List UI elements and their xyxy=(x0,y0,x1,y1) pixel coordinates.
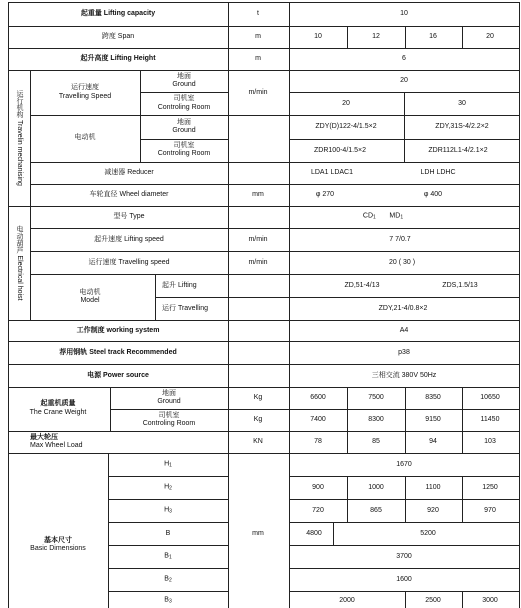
grid-line xyxy=(462,476,463,522)
lifting-speed-value: 7 7/0.7 xyxy=(389,236,411,243)
grid-line xyxy=(30,206,31,320)
motor-label: 电动机 xyxy=(74,134,96,141)
grid-line xyxy=(289,476,519,477)
motor-ground-value: ZDY(D)122-4/1.5×2 xyxy=(315,123,377,130)
steel-track-label: 荐用钢轨 Steel track Recommended xyxy=(59,349,177,356)
wheel-diameter-unit: mm xyxy=(252,191,264,198)
grid-line xyxy=(519,2,520,608)
ground-label-cn: 地面 xyxy=(177,73,191,80)
grid-line xyxy=(347,476,348,522)
dimension-h3-value: 920 xyxy=(427,507,439,514)
grid-line xyxy=(30,70,31,206)
grid-line xyxy=(404,92,405,115)
span-value: 12 xyxy=(372,33,380,40)
grid-line xyxy=(8,431,519,432)
wheel-load-label-cn: 最大轮压 xyxy=(30,434,58,441)
grid-line xyxy=(30,274,519,275)
grid-line xyxy=(462,591,463,608)
dimension-b1-label: $B_1$ xyxy=(164,552,172,561)
lifting-capacity-unit: t xyxy=(257,10,259,17)
grid-line xyxy=(8,387,519,388)
ground-label-en: Ground xyxy=(172,127,196,134)
dimension-b-value: 5200 xyxy=(420,530,436,537)
dimension-h3-label: $H_3$ xyxy=(164,506,172,515)
dimension-b2-value: 1600 xyxy=(396,576,412,583)
wheel-diameter-value: φ 270 xyxy=(315,191,335,198)
grid-line xyxy=(405,387,406,453)
grid-line xyxy=(333,522,334,545)
room-label-en: Controling Room xyxy=(157,104,211,111)
grid-line xyxy=(289,591,519,592)
power-source-label: 电源 Power source xyxy=(87,372,149,379)
travelling-speed-unit: m/min xyxy=(248,89,268,96)
hoist-travelling-speed-unit: m/min xyxy=(248,259,268,266)
grid-line xyxy=(289,2,290,608)
grid-line xyxy=(8,26,519,27)
lifting-speed-unit: m/min xyxy=(248,236,268,243)
ground-label-cn: 地面 xyxy=(162,390,176,397)
lifting-capacity-value: 10 xyxy=(400,10,408,17)
crane-weight-unit: Kg xyxy=(253,394,263,401)
grid-line xyxy=(110,409,519,410)
grid-line xyxy=(108,499,228,500)
lifting-height-value: 6 xyxy=(402,55,406,62)
wheel-load-label-en: Max Wheel Load xyxy=(30,442,83,449)
dimension-h1-value: 1670 xyxy=(396,461,412,468)
grid-line xyxy=(30,251,519,252)
travelling-speed-label-en: Travelling Speed xyxy=(58,93,112,100)
crane-weight-label-en: The Crane Weight xyxy=(29,409,87,416)
grid-line xyxy=(140,92,228,93)
crane-weight-ground-value: 6600 xyxy=(310,394,326,401)
dimension-h2-label: $H_2$ xyxy=(164,483,172,492)
motor-ground-value: ZDY,31S-4/2.2×2 xyxy=(435,123,489,130)
grid-line xyxy=(462,387,463,453)
grid-line xyxy=(289,568,519,569)
power-source-value: 三相交流 380V 50Hz xyxy=(371,372,437,379)
reducer-value: LDA1 LDAC1 xyxy=(310,169,354,176)
grid-line xyxy=(289,499,519,500)
wheel-load-unit: KN xyxy=(253,438,263,445)
grid-line xyxy=(108,545,228,546)
reducer-label: 减速器 Reducer xyxy=(104,169,154,176)
reducer-value: LDH LDHC xyxy=(420,169,456,176)
ground-label-en: Ground xyxy=(157,398,181,405)
crane-weight-room-value: 8300 xyxy=(368,416,384,423)
travelling-speed-label-cn: 运行速度 xyxy=(71,84,99,91)
dimension-b1-value: 3700 xyxy=(396,553,412,560)
grid-line xyxy=(30,115,519,116)
grid-line xyxy=(405,26,406,48)
hoist-lifting-label: 起升 Lifting xyxy=(162,282,197,289)
hoist-travelling-speed-label: 运行速度 Travelling speed xyxy=(88,259,170,266)
grid-line xyxy=(108,476,228,477)
travelling-speed-room-value: 20 xyxy=(342,100,350,107)
span-value: 10 xyxy=(314,33,322,40)
dimension-h3-value: 720 xyxy=(312,507,324,514)
crane-weight-unit: Kg xyxy=(253,416,263,423)
dimensions-label-cn: 基本尺寸 xyxy=(44,537,72,544)
crane-weight-label-cn: 起重机质量 xyxy=(40,400,76,407)
grid-line xyxy=(289,522,519,523)
dimension-h3-value: 865 xyxy=(370,507,382,514)
wheel-diameter-value: φ 400 xyxy=(423,191,443,198)
grid-line xyxy=(30,184,519,185)
grid-line xyxy=(8,70,519,71)
ground-label-cn: 地面 xyxy=(177,119,191,126)
electrical-hoist-group-label: 电动葫芦 Electrical hoist xyxy=(16,225,23,301)
grid-line xyxy=(108,453,109,608)
dimension-b3-label: $B_3$ xyxy=(164,596,172,605)
dimensions-unit: mm xyxy=(252,530,264,537)
room-label-en: Controling Room xyxy=(157,150,211,157)
grid-line xyxy=(289,545,519,546)
grid-line xyxy=(8,320,519,321)
grid-line xyxy=(155,274,156,320)
wheel-load-value: 78 xyxy=(314,438,322,445)
travelling-speed-room-value: 30 xyxy=(458,100,466,107)
grid-line xyxy=(8,2,9,608)
room-label-cn: 司机室 xyxy=(173,95,195,102)
grid-line xyxy=(347,26,348,48)
steel-track-value: p38 xyxy=(398,349,410,356)
ground-label-en: Ground xyxy=(172,81,196,88)
grid-line xyxy=(108,591,228,592)
grid-line xyxy=(8,341,519,342)
dimension-b-value: 4800 xyxy=(306,530,322,537)
grid-line xyxy=(8,364,519,365)
hoist-lifting-value: ZD,51-4/13 xyxy=(344,282,380,289)
crane-weight-ground-value: 7500 xyxy=(368,394,384,401)
dimension-b3-value: 3000 xyxy=(482,597,498,604)
dimension-h2-value: 1100 xyxy=(425,484,441,491)
hoist-travelling-speed-value: 20 ( 30 ) xyxy=(388,259,416,266)
dimensions-label-en: Basic Dimensions xyxy=(30,545,86,552)
motor-room-value: ZDR112L1-4/2.1×2 xyxy=(428,147,488,154)
type-label: 型号 Type xyxy=(113,213,145,220)
grid-line xyxy=(228,2,229,608)
working-system-value: A4 xyxy=(399,327,409,334)
crane-weight-room-value: 9150 xyxy=(425,416,441,423)
crane-weight-ground-value: 10650 xyxy=(480,394,500,401)
crane-weight-room-value: 11450 xyxy=(480,416,500,423)
dimension-h2-value: 900 xyxy=(312,484,324,491)
hoist-motor-label-cn: 电动机 xyxy=(79,289,101,296)
working-system-label: 工作制度 working system xyxy=(76,327,160,334)
span-value: 16 xyxy=(429,33,437,40)
dimension-h3-value: 970 xyxy=(484,507,496,514)
travel-mechanism-group-label: 运行机构 Travelin mechanising xyxy=(16,90,23,186)
dimension-b3-value: 2000 xyxy=(339,597,355,604)
lifting-height-label: 起升高度 Lifting Height xyxy=(80,55,156,62)
crane-weight-room-value: 7400 xyxy=(310,416,326,423)
lifting-capacity-label: 起重量 Lifting capacity xyxy=(80,10,156,17)
grid-line xyxy=(404,115,405,162)
lifting-height-unit: m xyxy=(255,55,261,62)
grid-line xyxy=(108,522,228,523)
travelling-speed-ground-value: 20 xyxy=(400,77,408,84)
grid-line xyxy=(405,591,406,608)
dimension-b2-label: $B_2$ xyxy=(164,575,172,584)
wheel-load-value: 103 xyxy=(484,438,496,445)
hoist-lifting-value: ZDS,1.5/13 xyxy=(442,282,478,289)
hoist-motor-label-en: Model xyxy=(80,297,100,304)
grid-line xyxy=(8,2,519,3)
grid-line xyxy=(462,26,463,48)
grid-line xyxy=(30,162,519,163)
wheel-diameter-label: 车轮直径 Wheel diameter xyxy=(89,191,169,198)
dimension-h2-value: 1000 xyxy=(368,484,384,491)
grid-line xyxy=(8,453,519,454)
grid-line xyxy=(30,228,519,229)
grid-line xyxy=(140,139,228,140)
grid-line xyxy=(110,387,111,431)
room-label-en: Controling Room xyxy=(142,420,196,427)
grid-line xyxy=(405,476,406,522)
grid-line xyxy=(140,70,141,162)
grid-line xyxy=(8,48,519,49)
span-value: 20 xyxy=(486,33,494,40)
dimension-h1-label: $H_1$ xyxy=(164,460,172,469)
dimension-h2-value: 1250 xyxy=(482,484,498,491)
span-unit: m xyxy=(255,33,261,40)
wheel-load-value: 85 xyxy=(372,438,380,445)
type-value: $CD_1$ $MD_1$ xyxy=(362,212,404,221)
room-label-cn: 司机室 xyxy=(173,142,195,149)
room-label-cn: 司机室 xyxy=(158,412,180,419)
dimension-b3-value: 2500 xyxy=(425,597,441,604)
grid-line xyxy=(347,387,348,453)
hoist-travelling-label: 运行 Travelling xyxy=(162,305,209,312)
span-label: 跨度 Span xyxy=(101,33,135,40)
motor-room-value: ZDR100-4/1.5×2 xyxy=(314,147,366,154)
dimension-b-label: B xyxy=(165,530,171,537)
grid-line xyxy=(8,206,519,207)
lifting-speed-label: 起升速度 Lifting speed xyxy=(94,236,164,243)
crane-weight-ground-value: 8350 xyxy=(425,394,441,401)
grid-line xyxy=(155,297,519,298)
wheel-load-value: 94 xyxy=(429,438,437,445)
grid-line xyxy=(108,568,228,569)
hoist-travelling-value: ZDY,21-4/0.8×2 xyxy=(378,305,428,312)
